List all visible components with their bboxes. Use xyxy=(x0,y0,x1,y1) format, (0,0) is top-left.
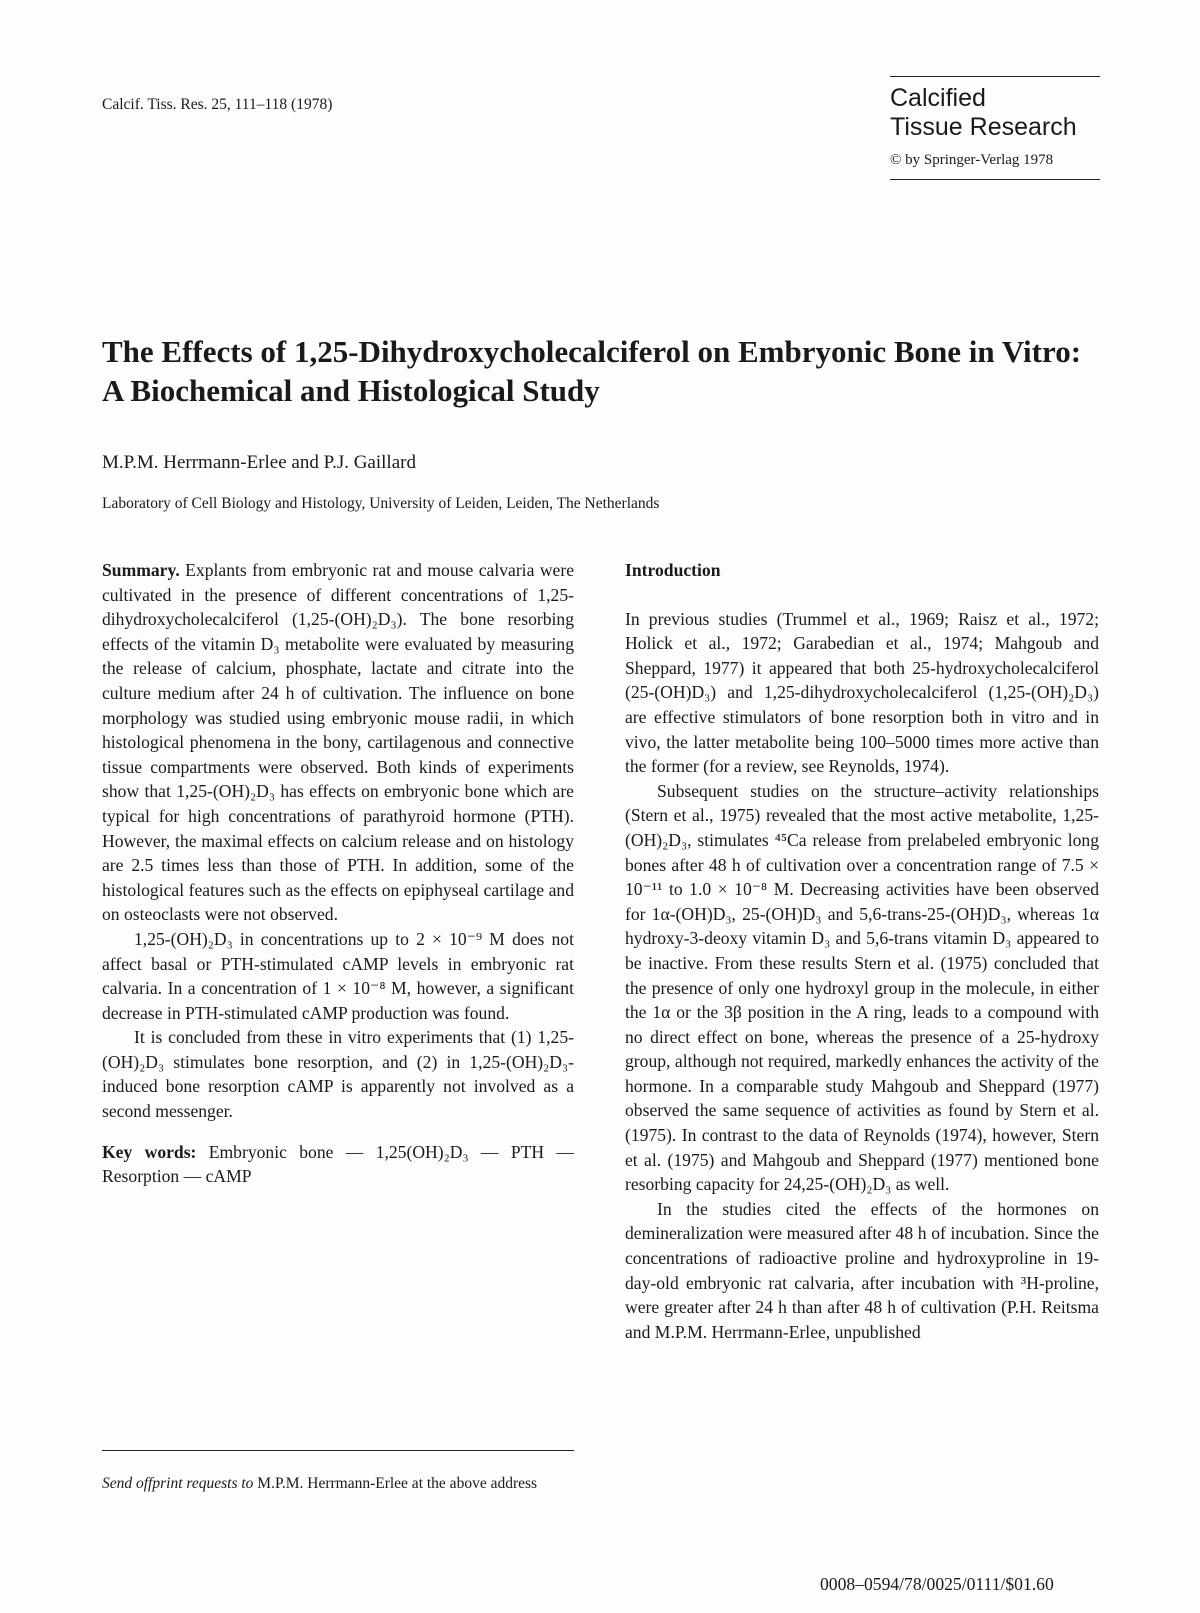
footnote-text: M.P.M. Herrmann-Erlee at the above address xyxy=(257,1475,538,1492)
offprint-footnote xyxy=(102,1473,574,1494)
article-code: 0008–0594/78/0025/0111/$01.60 xyxy=(820,1574,1054,1594)
left-column xyxy=(102,558,574,1189)
keywords-label: Key words: xyxy=(102,1141,197,1162)
introduction-paragraph-3: In the studies cited the effects of the hormones on demineralization were measured after 48 h of incubation. Since the concentrations of radioactive proline and hydroxyproline in 19-day-old embryonic rat calvaria, after incubation with ³H-proline, were greater after 24 h than after 48 h of cultivation (P.H. Reitsma and M.P.M. Herrmann-Erlee, unpublished xyxy=(625,1198,1099,1342)
summary-text-1: Explants from embryonic rat and mouse calvaria were cultivated in the presence of different concentrations of 1,25-dihydroxycholecalciferol (1,25-(OH)₂D₃). The bone resorbing effects of the vitamin D₃ metabolite were evaluated by measuring the release of calcium, phosphate, lactate and citrate into the culture medium after 24 h of cultivation. The influence on bone morphology was studied using embryonic mouse radii, in which histological phenomena in the bony, cartilagenous and connective tissue compartments were observed. Both kinds of experiments show that 1,25-(OH)₂D₃ has effects on embryonic bone which are typical for high concentrations of parathyroid hormone (PTH). However, the maximal effects on calcium release and on histology are 2.5 times less than those of PTH. In addition, some of the histological features such as the effects on epiphyseal cartilage and on osteoclasts were not observed. xyxy=(102,560,574,925)
copyright-notice: © by Springer-Verlag 1978 xyxy=(890,152,1054,168)
summary-paragraph-3: It is concluded from these in vitro experiments that (1) 1,25-(OH)₂D₃ stimulates bone resorption, and (2) in 1,25-(OH)₂D₃-induced bone resorption cAMP is apparently not involved as a second messenger. xyxy=(102,1027,574,1122)
journal-masthead xyxy=(890,76,1100,180)
introduction-paragraph-2: Subsequent studies on the structure–activity relationships (Stern et al., 1975) revealed that the most active metabolite, 1,25-(OH)₂D₃, stimulates ⁴⁵Ca release from prelabeled embryonic long bones after 48 h of cultivation over a concentration range of 7.5 × 10⁻¹¹ to 1.0 × 10⁻⁸ M. Decreasing activities have been observed for 1α-(OH)D₃, 25-(OH)D₃ and 5,6-trans-25-(OH)D₃, whereas 1α hydroxy-3-deoxy vitamin D₃ and 5,6-trans vitamin D₃ appeared to be inactive. From these results Stern et al. (1975) concluded that the presence of only one hydroxyl group in the molecule, in either the 1α or the 3β position in the A ring, leads to a compound with no direct effect on bone, whereas the presence of a 25-hydroxy group, although not required, markedly enhances the activity of the hormone. In a comparable study Mahgoub and Sheppard (1977) observed the same sequence of activities as found by Stern et al. (1975). In contrast to the data of Reynolds (1974), however, Stern et al. (1975) and Mahgoub and Sheppard (1977) mentioned bone resorbing capacity for 24,25-(OH)₂D₃ as well. xyxy=(625,780,1099,1195)
right-column xyxy=(625,558,1099,1344)
keywords xyxy=(102,1140,574,1189)
article-title: The Effects of 1,25-Dihydroxycholecalciferol on Embryonic Bone in Vitro: A Biochemical and Histological Study xyxy=(102,334,1082,408)
article-authors: M.P.M. Herrmann-Erlee and P.J. Gaillard xyxy=(102,452,416,473)
author-affiliation: Laboratory of Cell Biology and Histology, University of Leiden, Leiden, The Netherlands xyxy=(102,495,660,512)
summary-label: Summary. xyxy=(102,560,180,580)
keywords-text: Embryonic bone — 1,25(OH)₂D₃ — PTH — Resorption — cAMP xyxy=(102,1141,574,1187)
journal-name-line2: Tissue Research xyxy=(890,113,1077,141)
summary-paragraph-2: 1,25-(OH)₂D₃ in concentrations up to 2 × 10⁻⁹ M does not affect basal or PTH-stimulated cAMP levels in embryonic rat calvaria. In a concentration of 1 × 10⁻⁸ M, however, a significant decrease in PTH-stimulated cAMP production was found. xyxy=(102,928,574,1023)
journal-citation: Calcif. Tiss. Res. 25, 111–118 (1978) xyxy=(102,96,333,113)
summary-paragraph-1 xyxy=(102,558,574,927)
footnote-lead: Send offprint requests to xyxy=(102,1475,254,1492)
journal-name-line1: Calcified xyxy=(890,84,986,112)
introduction-heading: Introduction xyxy=(625,560,721,580)
footnote-divider xyxy=(102,1450,574,1451)
introduction-paragraph-1: In previous studies (Trummel et al., 1969; Raisz et al., 1972; Holick et al., 1972; Garabedian et al., 1974; Mahgoub and Sheppard, 1977) it appeared that both 25-hydroxycholecalciferol (25-(OH)D₃) and 1,25-dihydroxycholecalciferol (1,25-(OH)₂D₃) are effective stimulators of bone resorption both in vitro and in vivo, the latter metabolite being 100–5000 times more active than the former (for a review, see Reynolds, 1974). xyxy=(625,608,1099,777)
